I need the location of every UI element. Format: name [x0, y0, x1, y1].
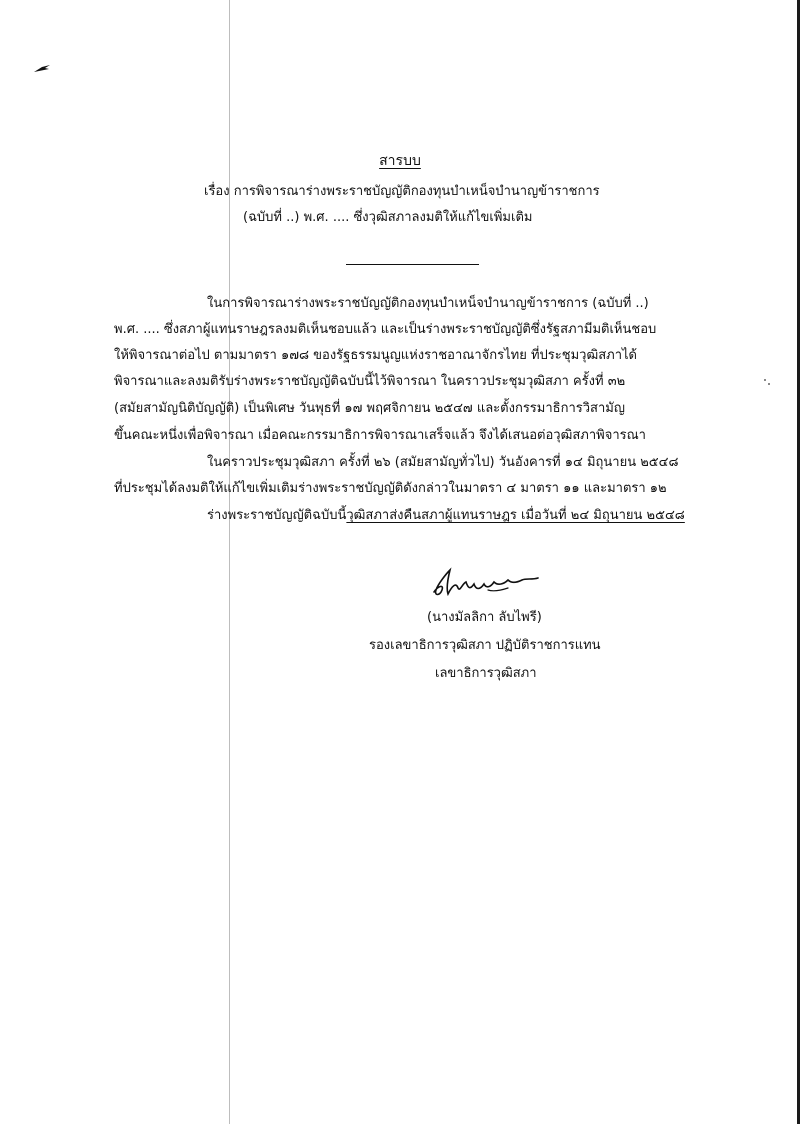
body-line: ให้พิจารณาต่อไป ตามมาตรา ๑๗๘ ของรัฐธรรมนูญแห่งราชอาณาจักรไทย ที่ประชุมวุฒิสภาได้ — [114, 348, 637, 363]
document-title-text: สารบบ — [379, 153, 421, 169]
body-line: พิจารณาและลงมติรับร่างพระราชบัญญัติฉบับนี้ไว้พิจารณา ในคราวประชุมวุฒิสภา ครั้งที่ ๓๒ — [114, 374, 626, 389]
body-line: ในคราวประชุมวุฒิสภา ครั้งที่ ๒๖ (สมัยสามัญทั่วไป) วันอังคารที่ ๑๔ มิถุนายน ๒๕๔๘ — [207, 455, 679, 470]
body-line: พ.ศ. .... ซึ่งสภาผู้แทนราษฎรลงมติเห็นชอบแล้ว และเป็นร่างพระราชบัญญัติซึ่งรัฐสภามีมติเห็นชอบ — [114, 322, 657, 337]
final-line-underlined: วุฒิสภาส่งคืนสภาผู้แทนราษฎร เมื่อวันที่ ๒๔ มิถุนายน ๒๕๔๘ — [346, 508, 685, 523]
signatory-position: รองเลขาธิการวุฒิสภา ปฏิบัติราชการแทน — [369, 638, 601, 653]
body-line-final — [207, 508, 685, 524]
scan-speck — [763, 378, 771, 386]
body-line: ที่ประชุมได้ลงมติให้แก้ไขเพิ่มเติมร่างพระราชบัญญัติดังกล่าวในมาตรา ๔ มาตรา ๑๑ และมาตรา ๑๒ — [114, 481, 667, 496]
subject-line-continued: (ฉบับที่ ..) พ.ศ. .... ซึ่งวุฒิสภาลงมติให้แก้ไขเพิ่มเติม — [243, 210, 533, 225]
document-title — [0, 150, 800, 172]
body-line: ในการพิจารณาร่างพระราชบัญญัติกองทุนบำเหน็จบำนาญข้าราชการ (ฉบับที่ ..) — [207, 296, 649, 311]
signatory-name: (นางมัลลิกา ลับไพรี) — [427, 610, 542, 625]
subject-line: เรื่อง การพิจารณาร่างพระราชบัญญัติกองทุนบำเหน็จบำนาญข้าราชการ — [204, 184, 600, 199]
body-line: ขึ้นคณะหนึ่งเพื่อพิจารณา เมื่อคณะกรรมาธิการพิจารณาเสร็จแล้ว จึงได้เสนอต่อวุฒิสภาพิจารณา — [114, 428, 646, 443]
body-line: (สมัยสามัญนิติบัญญัติ) เป็นพิเศษ วันพุธที่ ๑๗ พฤศจิกายน ๒๕๔๗ และตั้งกรรมาธิการวิสามัญ — [114, 401, 625, 416]
final-line-prefix: ร่างพระราชบัญญัติฉบับนี้ — [207, 508, 347, 523]
divider-rule — [346, 264, 479, 265]
handwritten-signature — [428, 566, 548, 600]
scan-mark — [33, 64, 51, 74]
signatory-position-continued: เลขาธิการวุฒิสภา — [435, 666, 537, 681]
